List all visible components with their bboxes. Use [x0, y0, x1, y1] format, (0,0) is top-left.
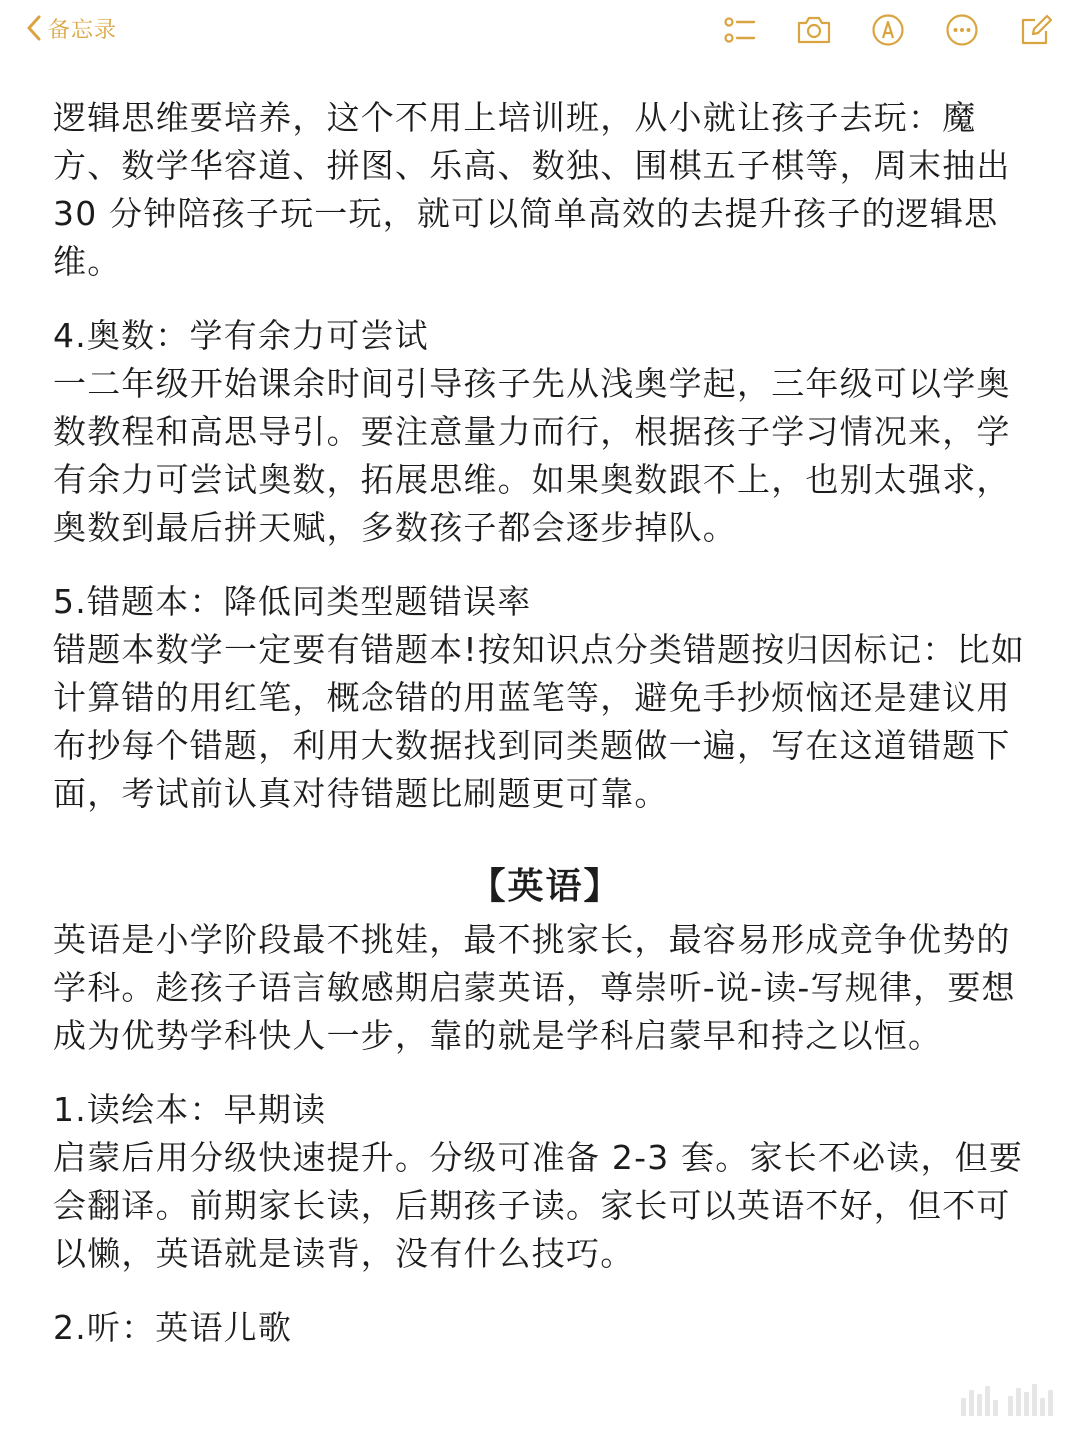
note-body[interactable] — [53, 94, 1038, 1352]
chevron-left-icon — [26, 15, 42, 41]
markup-button[interactable] — [868, 10, 908, 50]
camera-button[interactable] — [794, 10, 834, 50]
compose-icon — [1019, 13, 1053, 47]
compose-button[interactable] — [1016, 10, 1056, 50]
section-title-english: 【英语】 — [469, 866, 622, 907]
paragraph-logic-thinking: 逻辑思维要培养，这个不用上培训班，从小就让孩子去玩：魔方、数学华容道、拼图、乐高、数独、围棋五子棋等，周末抽出 30 分钟陪孩子玩一玩，就可以简单高效的去提升孩子的逻辑思维。 — [53, 98, 1011, 281]
navigation-bar — [0, 0, 1080, 60]
more-button[interactable] — [942, 10, 982, 50]
more-icon — [945, 13, 979, 47]
heading-listening-songs: 2.听：英语儿歌 — [53, 1308, 293, 1347]
camera-icon — [796, 14, 832, 46]
markup-icon — [871, 13, 905, 47]
checklist-icon — [723, 13, 757, 47]
heading-mistake-notebook: 5.错题本：降低同类型题错误率 — [53, 582, 532, 621]
heading-olympiad-math: 4.奥数：学有余力可尝试 — [53, 316, 429, 355]
heading-picture-books: 1.读绘本：早期读 — [53, 1090, 327, 1129]
back-button[interactable] — [26, 12, 117, 44]
paragraph-olympiad-math: 一二年级开始课余时间引导孩子先从浅奥学起，三年级可以学奥数教程和高思导引。要注意量力而行，根据孩子学习情况来，学有余力可尝试奥数，拓展思维。如果奥数跟不上，也别太强求，奥数到最后拼天赋，多数孩子都会逐步掉队。 — [53, 364, 1011, 547]
back-label: 备忘录 — [48, 17, 118, 43]
paragraph-english-intro: 英语是小学阶段最不挑娃，最不挑家长，最容易形成竞争优势的学科。趁孩子语言敏感期启蒙英语，尊崇听-说-读-写规律，要想成为优势学科快人一步，靠的就是学科启蒙早和持之以恒。 — [53, 920, 1016, 1055]
paragraph-picture-books: 启蒙后用分级快速提升。分级可准备 2-3 套。家长不必读，但要会翻译。前期家长读，后期孩子读。家长可以英语不好，但不可以懒，英语就是读背，没有什么技巧。 — [53, 1138, 1024, 1273]
checklist-button[interactable] — [720, 10, 760, 50]
paragraph-mistake-notebook: 错题本数学一定要有错题本!按知识点分类错题按归因标记：比如计算错的用红笔，概念错的用蓝笔等，避免手抄烦恼还是建议用布抄每个错题，利用大数据找到同类题做一遍，写在这道错题下面，考试前认真对待错题比刷题更可靠。 — [53, 630, 1026, 813]
toolbar — [686, 10, 1056, 50]
watermark — [961, 1382, 1056, 1416]
